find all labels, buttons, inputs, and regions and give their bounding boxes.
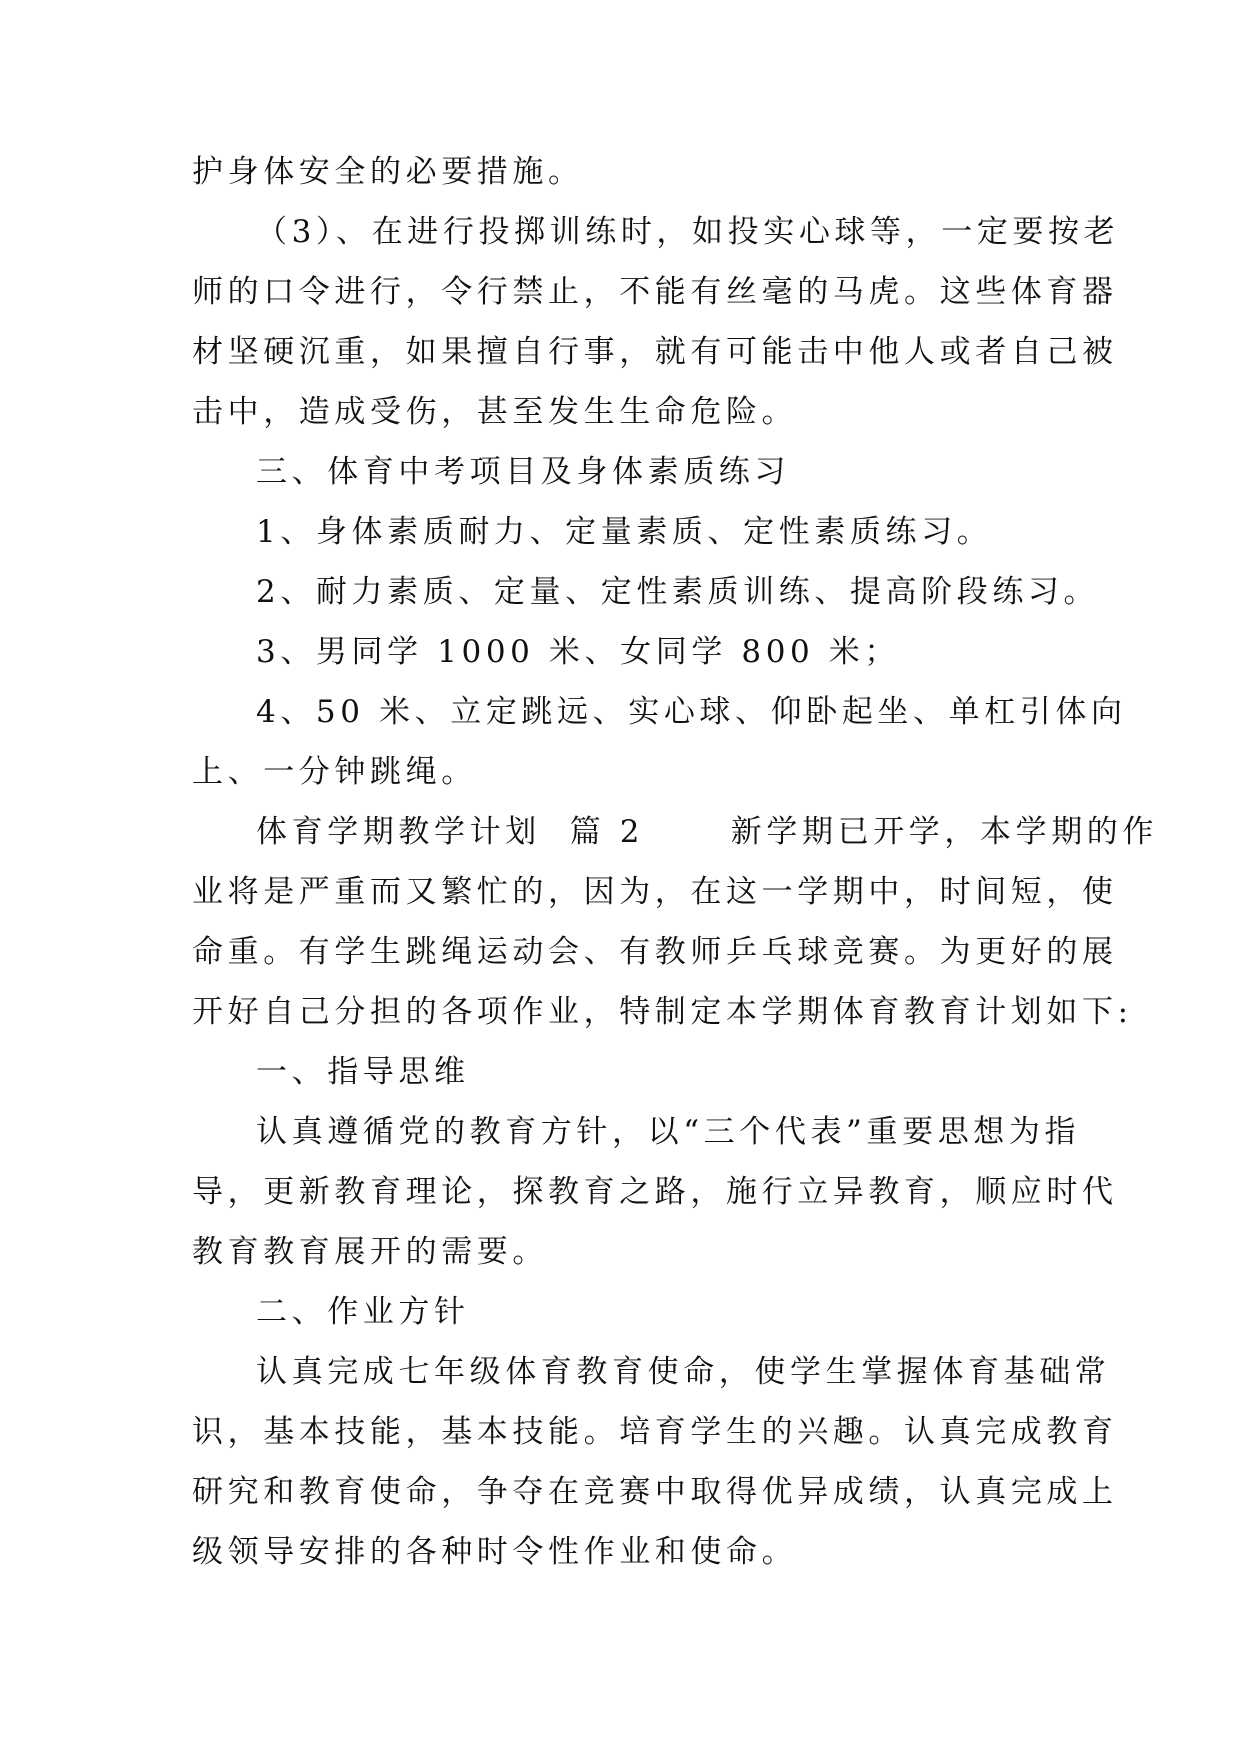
text-line: 认真完成七年级体育教育使命，使学生掌握体育基础常: [256, 1354, 1111, 1390]
section-heading: 一、指导思维: [256, 1054, 470, 1090]
section-heading: 二、作业方针: [256, 1294, 470, 1330]
text-line: 击中，造成受伤，甚至发生生命危险。: [192, 394, 798, 430]
text-line: 导，更新教育理论，探教育之路，施行立异教育，顺应时代: [192, 1174, 1118, 1210]
text-line: 材坚硬沉重，如果擅自行事，就有可能击中他人或者自己被: [192, 334, 1118, 370]
text-line: 师的口令进行，令行禁止，不能有丝毫的马虎。这些体育器: [192, 274, 1118, 310]
list-item: 4、50 米、立定跳远、实心球、仰卧起坐、单杠引体向: [256, 694, 1127, 730]
text-line: （3）、在进行投掷训练时，如投实心球等，一定要按老: [256, 214, 1120, 250]
text-line: 研究和教育使命，争夺在竞赛中取得优异成绩，认真完成上: [192, 1474, 1118, 1510]
text-line: 认真遵循党的教育方针，以“三个代表”重要思想为指: [256, 1114, 1081, 1150]
list-item: 3、男同学 1000 米、女同学 800 米；: [256, 634, 900, 670]
text-line: 级领导安排的各种时令性作业和使命。: [192, 1534, 798, 1570]
section-heading: 三、体育中考项目及身体素质练习: [256, 454, 790, 490]
text-line: 识，基本技能，基本技能。培育学生的兴趣。认真完成教育: [192, 1414, 1118, 1450]
list-item: 2、耐力素质、定量、定性素质训练、提高阶段练习。: [256, 574, 1100, 610]
text-line: 体育学期教学计划 篇 2 新学期已开学，本学期的作: [256, 814, 1159, 850]
text-line: 开好自己分担的各项作业，特制定本学期体育教育计划如下:: [192, 994, 1133, 1030]
list-item: 1、身体素质耐力、定量素质、定性素质练习。: [256, 514, 993, 550]
text-line: 护身体安全的必要措施。: [192, 154, 584, 190]
text-line: 上、一分钟跳绳。: [192, 754, 477, 790]
text-line: 命重。有学生跳绳运动会、有教师乒乓球竞赛。为更好的展: [192, 934, 1118, 970]
text-line: 业将是严重而又繁忙的，因为，在这一学期中，时间短，使: [192, 874, 1118, 910]
text-line: 教育教育展开的需要。: [192, 1234, 548, 1270]
